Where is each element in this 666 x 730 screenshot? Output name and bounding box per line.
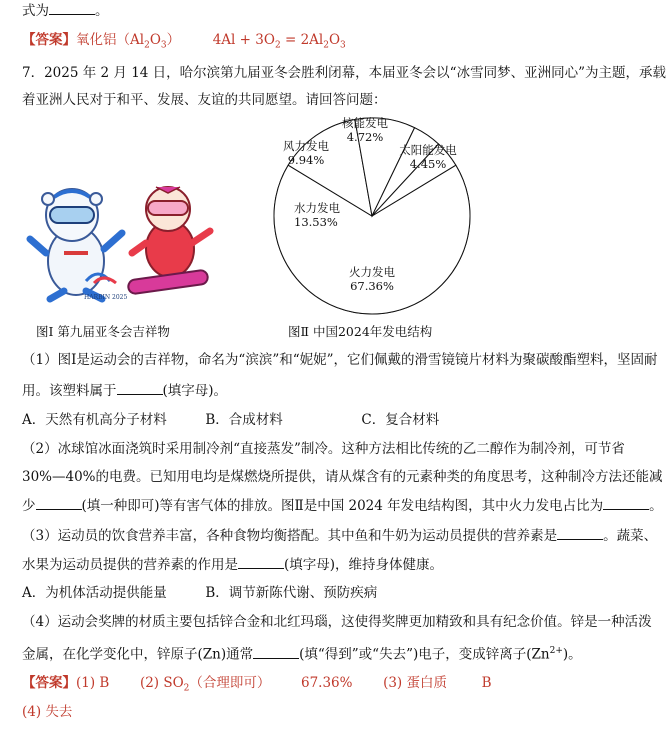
subquestion-2-line2: 30%—40%的电费。已知用电均是煤燃烧所提供，请从煤含有的元素种类的角度思考，这种制冷方法还能减	[22, 469, 663, 485]
pie-label-value-1: 13.53%	[294, 215, 338, 229]
answer-name: 氧化铝$(Al_2O_3)$	[76, 32, 181, 51]
pie-label-name-0: 火力发电	[349, 265, 395, 279]
mascot-image	[24, 183, 224, 303]
figure-2-caption: 图Ⅱ 中国2024年发电结构	[288, 324, 433, 339]
pie-label-value-4: 4.45%	[409, 157, 447, 171]
option-1c: C．复合材料	[361, 412, 440, 428]
pie-label-name-3: 核能发电	[342, 116, 388, 130]
answer-blank	[49, 0, 95, 15]
mascot-binbin	[30, 189, 122, 299]
figure-1-caption: 图Ⅰ 第九届亚冬会吉祥物	[36, 324, 170, 339]
subquestion-3-line1: （3）运动员的饮食营养丰富，各种食物均衡搭配。其中鱼和牛奶为运动员提供的营养素是 。蔬菜、	[22, 525, 657, 546]
pie-label-value-0: 67.36%	[350, 279, 394, 293]
pie-label-name-1: 水力发电	[294, 201, 340, 215]
option-3b: B．调节新陈代谢、预防疾病	[205, 585, 378, 601]
answer-blank	[36, 495, 82, 510]
question-7-intro-line2: 着亚洲人民对于和平、发展、友谊的共同愿望。请回答问题：	[22, 92, 387, 108]
answer-blank	[238, 554, 284, 569]
option-3a: A．为机体活动提供能量	[22, 585, 167, 601]
answer-tag: 【答案】	[22, 32, 76, 48]
answer-blank	[603, 495, 649, 510]
subquestion-3-options	[22, 583, 377, 603]
svg-text:HARBIN 2025: HARBIN 2025	[84, 294, 128, 301]
answer-line-q7-part4: (4) 失去	[22, 704, 73, 720]
subquestion-4-line2: 金属，在化学变化中，锌原子(Zn)通常 (填“得到”或“失去”)电子，变成锌离子$(Zn^{2+})$。	[22, 641, 582, 665]
subquestion-2-line3: 少 (填一种即可)等有害气体的排放。图Ⅱ是中国 2024 年发电结构图，其中火力发电占比为 。	[22, 495, 663, 516]
answer-tag: 【答案】	[22, 675, 76, 691]
subquestion-4-line1: （4）运动会奖牌的材质主要包括锌合金和北红玛瑙，这使得奖牌更加精致和具有纪念价值。锌是一种活泼	[22, 614, 652, 630]
subquestion-2-line1: （2）冰球馆冰面浇筑时采用制冷剂“直接蒸发”制冷。这种方法相比传统的乙二醇作为制冷剂，可节省	[22, 441, 625, 457]
question-7-intro-line1: 7．2025 年 2 月 14 日，哈尔滨第九届亚冬会胜利闭幕，本届亚冬会以“冰雪同梦、亚洲同心”为主题，承载	[22, 65, 666, 81]
mascot-nini	[127, 187, 210, 294]
option-1b: B．合成材料	[205, 412, 283, 428]
pie-label-value-2: 9.94%	[287, 153, 325, 167]
pie-label-name-2: 风力发电	[283, 139, 329, 153]
subquestion-1-line1: （1）图Ⅰ是运动会的吉祥物，命名为“滨滨”和“妮妮”，它们佩戴的滑雪镜镜片材料为聚碳酸酯塑料，坚固耐	[22, 352, 658, 368]
answer-line-previous	[22, 30, 346, 56]
subquestion-1-options	[22, 410, 439, 430]
pie-label-value-3: 4.72%	[346, 130, 384, 144]
pie-label-name-4: 太阳能发电	[399, 143, 457, 157]
subquestion-3-line2: 水果为运动员提供的营养素的作用是 (填字母)，维持身体健康。	[22, 554, 443, 575]
answer-blank	[253, 644, 299, 659]
previous-question-tail: 式为 。	[22, 0, 109, 21]
power-pie-chart	[262, 112, 494, 322]
answer-blank	[557, 525, 603, 540]
answer-blank	[117, 380, 163, 395]
option-1a: A．天然有机高分子材料	[22, 412, 167, 428]
answer-equation: $4Al + 3O_2 = 2Al_2O_3$	[212, 32, 346, 51]
answer-line-q7: 【答案】(1) B (2) $SO_2$（合理即可） 67.36% (3) 蛋白质 B	[22, 675, 492, 694]
subquestion-1-line2: 用。该塑料属于 (填字母)。	[22, 380, 227, 401]
